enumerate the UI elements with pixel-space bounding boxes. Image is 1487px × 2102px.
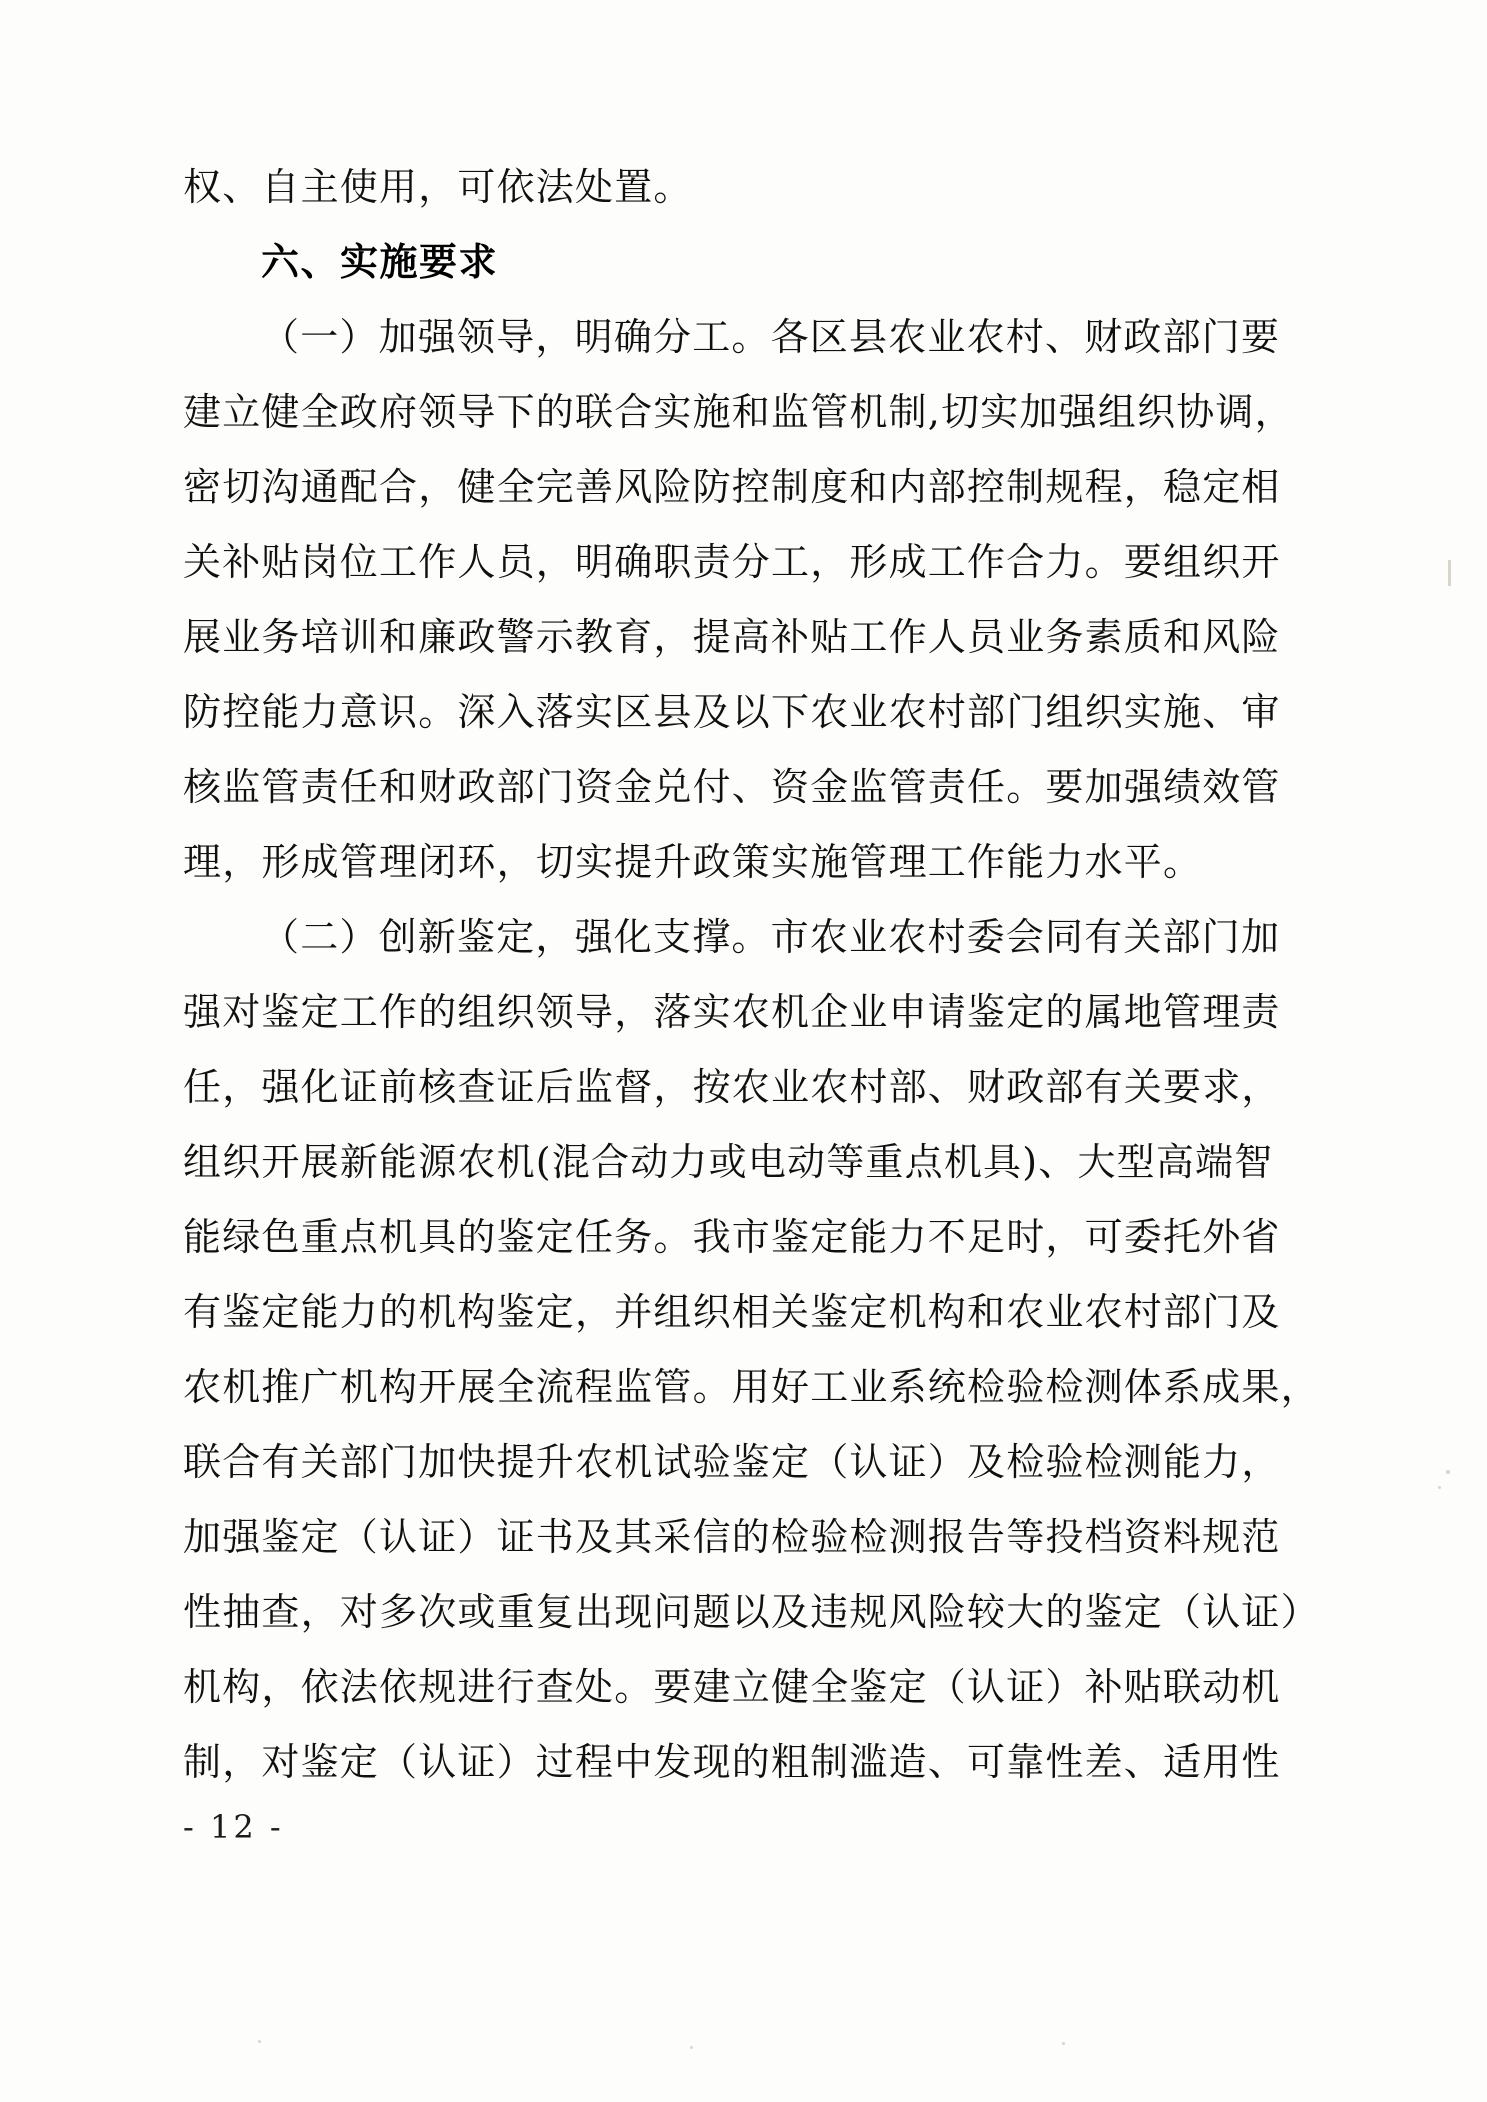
- scan-artifact-right-edge: [1448, 560, 1451, 586]
- document-line: （二）创新鉴定，强化支撑。市农业农村委会同有关部门加: [261, 915, 1281, 959]
- document-line: 加强鉴定（认证）证书及其采信的检验检测报告等投档资料规范: [183, 1515, 1281, 1559]
- document-line: 联合有关部门加快提升农机试验鉴定（认证）及检验检测能力，: [183, 1440, 1281, 1484]
- document-body: [183, 150, 1320, 1800]
- document-line: 展业务培训和廉政警示教育，提高补贴工作人员业务素质和风险: [183, 615, 1281, 659]
- section-heading: 六、实施要求: [261, 240, 499, 284]
- scan-speck-5: [1062, 2042, 1065, 2045]
- paragraph-two: [183, 900, 1320, 1800]
- document-line: 理，形成管理闭环，切实提升政策实施管理工作能力水平。: [183, 840, 1203, 884]
- document-line: 农机推广机构开展全流程监管。用好工业系统检验检测体系成果，: [183, 1365, 1320, 1409]
- document-line: 有鉴定能力的机构鉴定，并组织相关鉴定机构和农业农村部门及: [183, 1290, 1281, 1334]
- document-line: （一）加强领导，明确分工。各区县农业农村、财政部门要: [261, 315, 1281, 359]
- document-line: 建立健全政府领导下的联合实施和监管机制,切实加强组织协调，: [183, 390, 1294, 434]
- scan-speck-2: [1438, 1486, 1441, 1489]
- document-line: 权、自主使用，可依法处置。: [183, 165, 693, 209]
- document-line: 性抽查，对多次或重复出现问题以及违规风险较大的鉴定（认证）: [183, 1590, 1320, 1634]
- scan-speck-3: [258, 2040, 261, 2043]
- document-line: 防控能力意识。深入落实区县及以下农业农村部门组织实施、审: [183, 690, 1281, 734]
- document-line: 制，对鉴定（认证）过程中发现的粗制滥造、可靠性差、适用性: [183, 1740, 1281, 1784]
- document-line: 任，强化证前核查证后监督，按农业农村部、财政部有关要求，: [183, 1065, 1281, 1109]
- document-line: 强对鉴定工作的组织领导，落实农机企业申请鉴定的属地管理责: [183, 990, 1281, 1034]
- document-line: 能绿色重点机具的鉴定任务。我市鉴定能力不足时，可委托外省: [183, 1215, 1281, 1259]
- paragraph-one: [183, 300, 1303, 900]
- scan-speck-4: [690, 2046, 693, 2049]
- document-line: 密切沟通配合，健全完善风险防控制度和内部控制规程，稳定相: [183, 465, 1281, 509]
- document-line: 组织开展新能源农机(混合动力或电动等重点机具)、大型高端智: [183, 1140, 1274, 1184]
- document-line: 机构，依法依规进行查处。要建立健全鉴定（认证）补贴联动机: [183, 1665, 1281, 1709]
- page-number: - 12 -: [183, 1808, 284, 1846]
- document-line: 关补贴岗位工作人员，明确职责分工，形成工作合力。要组织开: [183, 540, 1281, 584]
- document-line: 核监管责任和财政部门资金兑付、资金监管责任。要加强绩效管: [183, 765, 1281, 809]
- scan-speck-1: [1446, 1470, 1450, 1474]
